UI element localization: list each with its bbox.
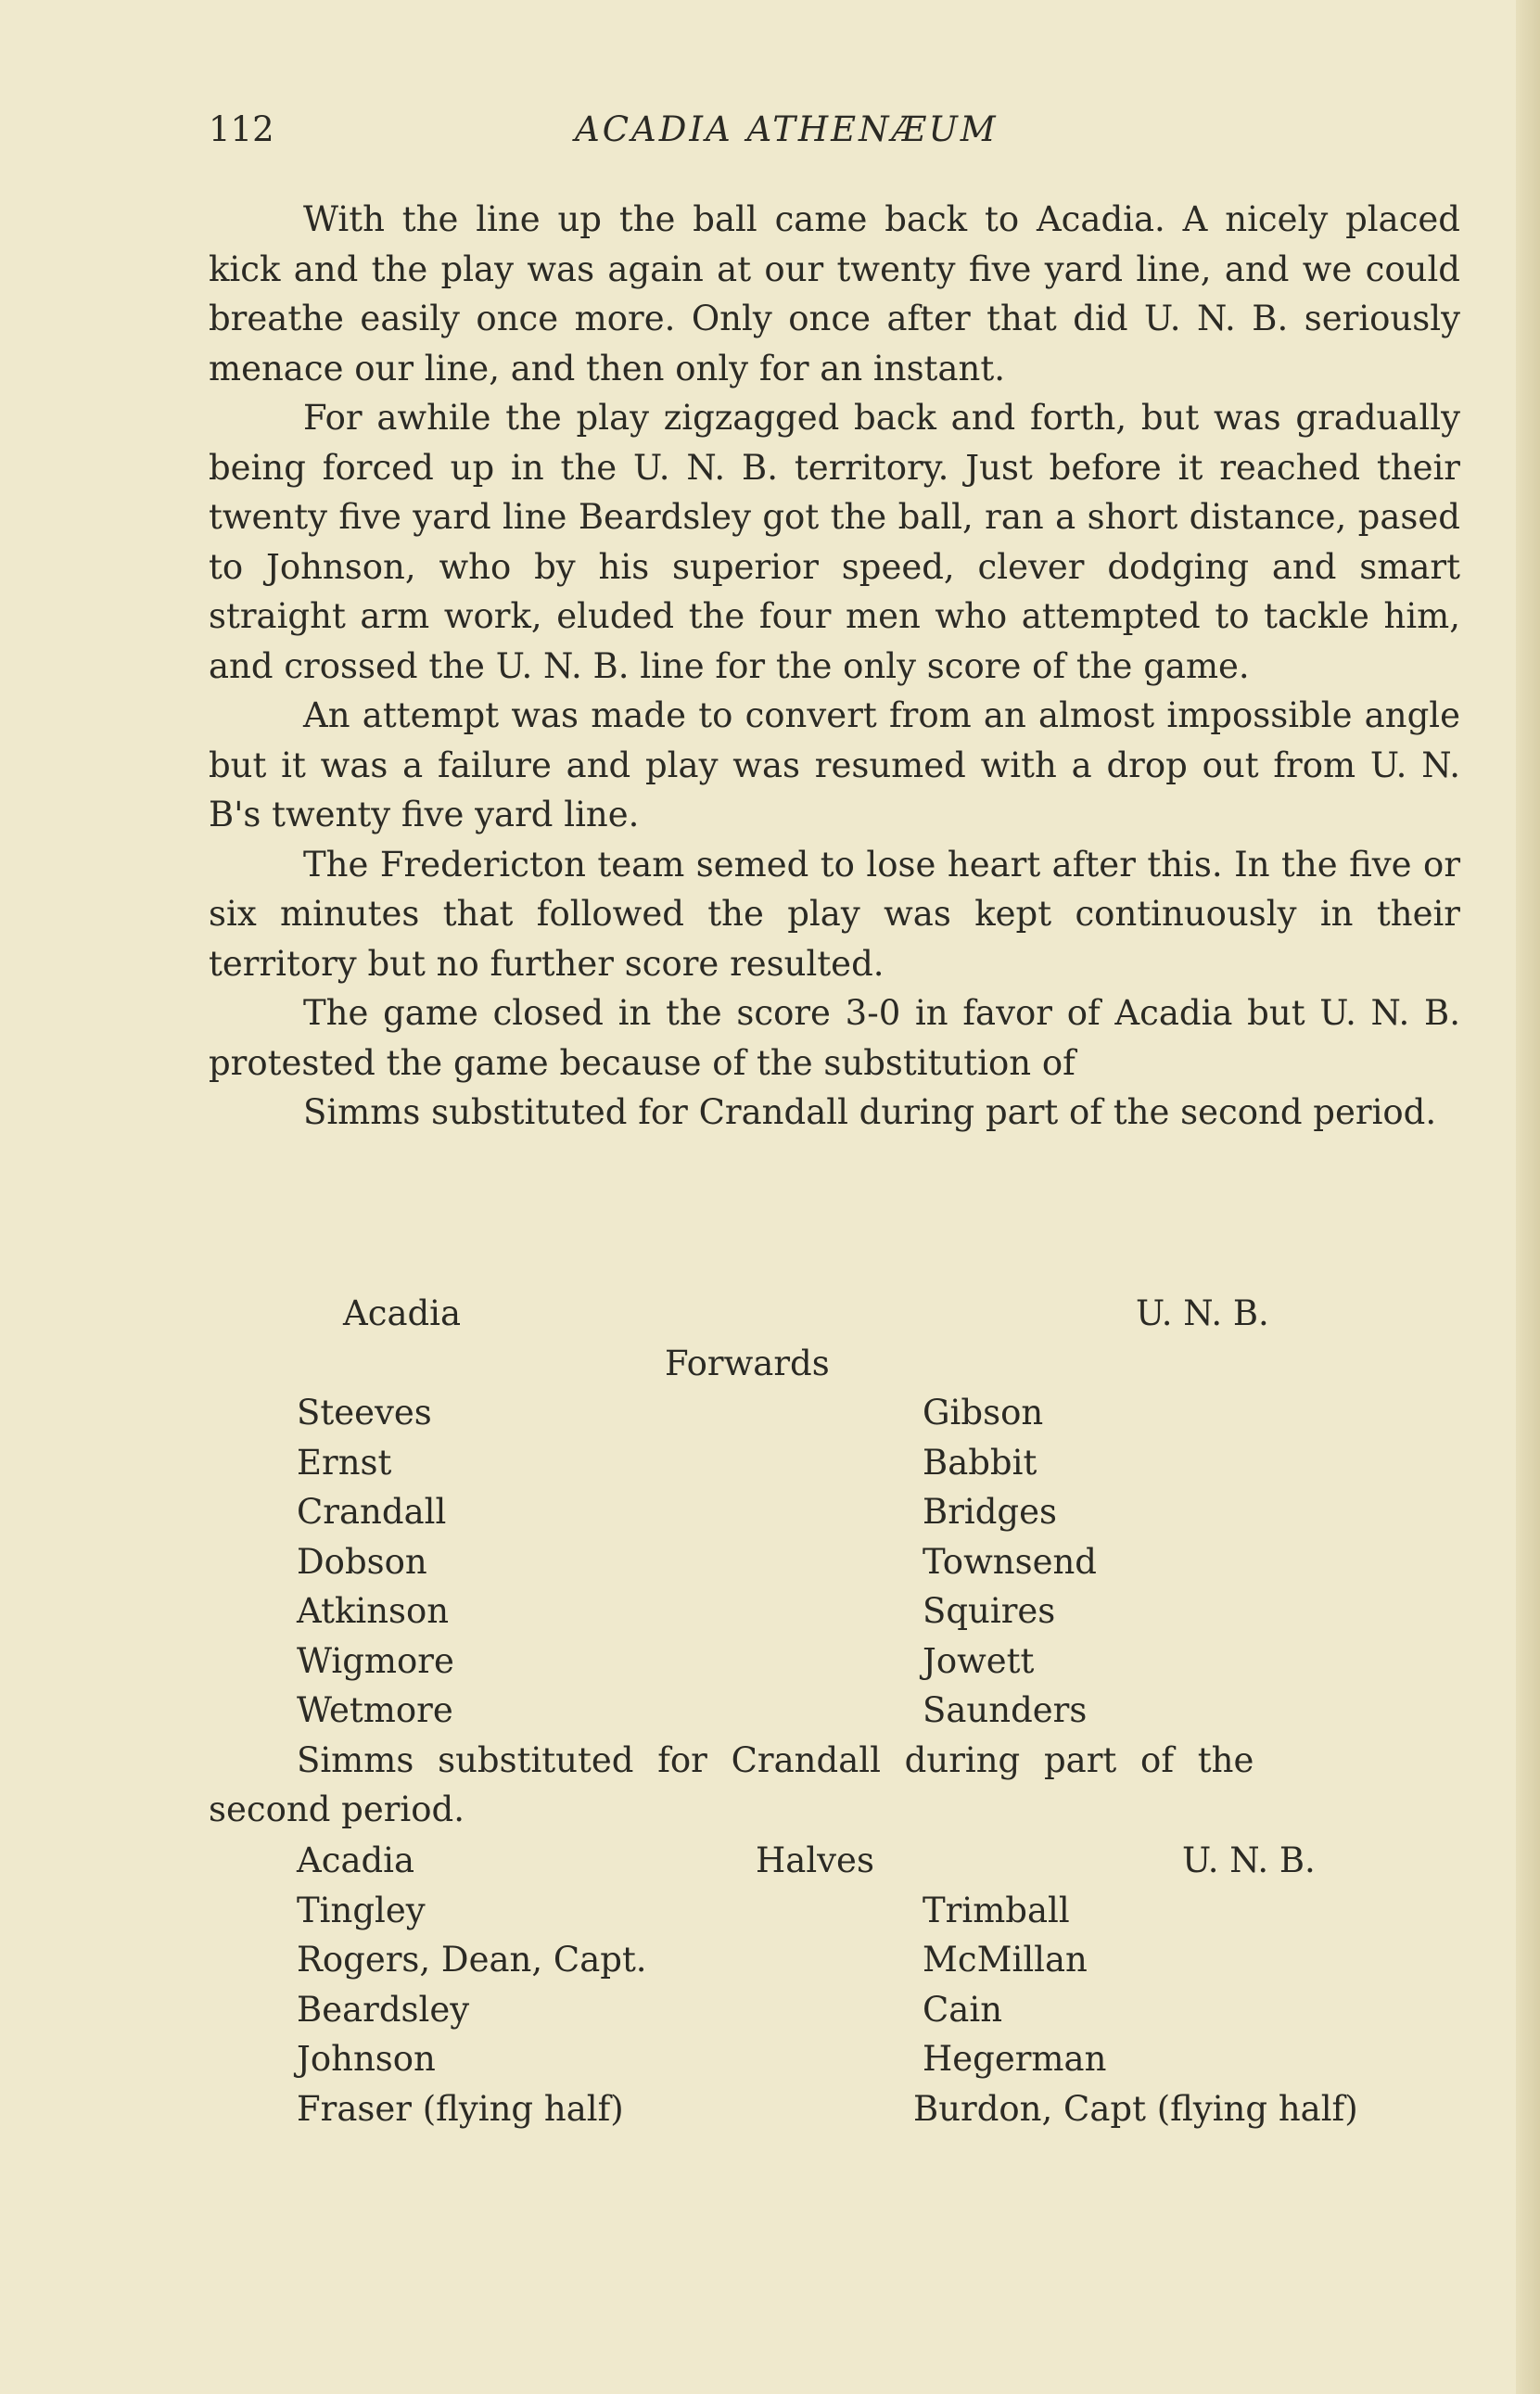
substitution-note-line1: Simms substituted for Crandall during part of the <box>297 1739 1254 1780</box>
table-row <box>209 1636 1488 1687</box>
unb-player: Burdon, Capt (flying half) <box>913 2088 1358 2129</box>
forwards-lineup <box>209 1289 1488 1835</box>
acadia-player: Crandall <box>297 1492 447 1532</box>
acadia-player: Johnson <box>297 2039 436 2079</box>
halves-label: Halves <box>756 1840 874 1880</box>
paragraph: Simms substituted for Crandall during part of the second period. <box>303 1092 1437 1132</box>
unb-player: McMillan <box>923 1940 1088 1980</box>
acadia-header: Acadia <box>343 1293 462 1333</box>
paragraph: The game closed in the score 3-0 in favor of Acadia but U. N. B. protested the game because of the substitution of <box>209 993 1460 1083</box>
unb-player: Hegerman <box>923 2039 1107 2079</box>
page-header <box>209 109 1479 161</box>
unb-player: Babbit <box>923 1442 1037 1483</box>
paragraph: For awhile the play zigzagged back and forth, but was gradually being forced up in the U. N. B. territory. Just before it reached their twenty five yard line Beardsley got the ball, ran a short distance, pased to Johnson, who by his superior speed, clever dodging and smart straight arm work, eluded the four men who attempted to tackle him, and crossed the U. N. B. line for the only score of the game. <box>209 398 1460 686</box>
acadia-header: Acadia <box>297 1840 415 1880</box>
section-label-row <box>209 1339 1488 1389</box>
acadia-player: Rogers, Dean, Capt. <box>297 1940 647 1980</box>
paragraph: The Fredericton team semed to lose heart after this. In the five or six minutes that followed the play was kept continuously in their territory but no further score resulted. <box>209 844 1460 984</box>
table-row <box>209 1438 1488 1488</box>
page-number: 112 <box>209 109 274 149</box>
article-body <box>209 195 1460 1138</box>
unb-player: Squires <box>923 1591 1056 1631</box>
unb-player: Townsend <box>923 1541 1097 1582</box>
acadia-player: Ernst <box>297 1442 392 1483</box>
table-row <box>209 1686 1488 1736</box>
table-row <box>209 2034 1488 2084</box>
acadia-player: Atkinson <box>297 1591 450 1631</box>
table-row <box>209 1388 1488 1438</box>
unb-player: Bridges <box>923 1492 1057 1532</box>
paragraph: With the line up the ball came back to Acadia. A nicely placed kick and the play was again at our twenty five yard line, and we could breathe easily once more. Only once after that did U. N. B. seriously menace our line, and then only for an instant. <box>209 199 1460 388</box>
unb-player: Cain <box>923 1989 1003 2030</box>
table-row <box>209 1487 1488 1537</box>
substitution-note-line2: second period. <box>209 1789 465 1829</box>
page-edge-shadow <box>1516 0 1540 2394</box>
unb-player: Gibson <box>923 1393 1044 1433</box>
acadia-player: Tingley <box>297 1890 426 1930</box>
unb-header: U. N. B. <box>1136 1293 1269 1333</box>
unb-header: U. N. B. <box>1182 1840 1316 1880</box>
table-row <box>209 1586 1488 1636</box>
unb-player: Jowett <box>923 1640 1035 1681</box>
table-row <box>209 1935 1488 1985</box>
paragraph: An attempt was made to convert from an almost impossible angle but it was a failure and play was resumed with a drop out from U. N. B's twenty five yard line. <box>209 695 1460 834</box>
lineup-header-row <box>209 1289 1488 1339</box>
acadia-player: Fraser (flying half) <box>297 2088 624 2129</box>
acadia-player: Wetmore <box>297 1690 453 1730</box>
lineup-header-row <box>209 1836 1488 1886</box>
substitution-note <box>209 1736 1488 1786</box>
halves-lineup <box>209 1836 1488 2133</box>
unb-player: Saunders <box>923 1690 1088 1730</box>
table-row <box>209 1537 1488 1587</box>
forwards-label: Forwards <box>665 1343 830 1383</box>
running-head: ACADIA ATHENÆUM <box>575 109 999 149</box>
acadia-player: Beardsley <box>297 1989 470 2030</box>
acadia-player: Wigmore <box>297 1640 454 1681</box>
table-row <box>209 2084 1488 2134</box>
table-row <box>209 1886 1488 1936</box>
unb-player: Trimball <box>923 1890 1070 1930</box>
acadia-player: Dobson <box>297 1541 427 1582</box>
substitution-note-cont <box>209 1785 1488 1835</box>
table-row <box>209 1985 1488 2035</box>
acadia-player: Steeves <box>297 1393 432 1433</box>
